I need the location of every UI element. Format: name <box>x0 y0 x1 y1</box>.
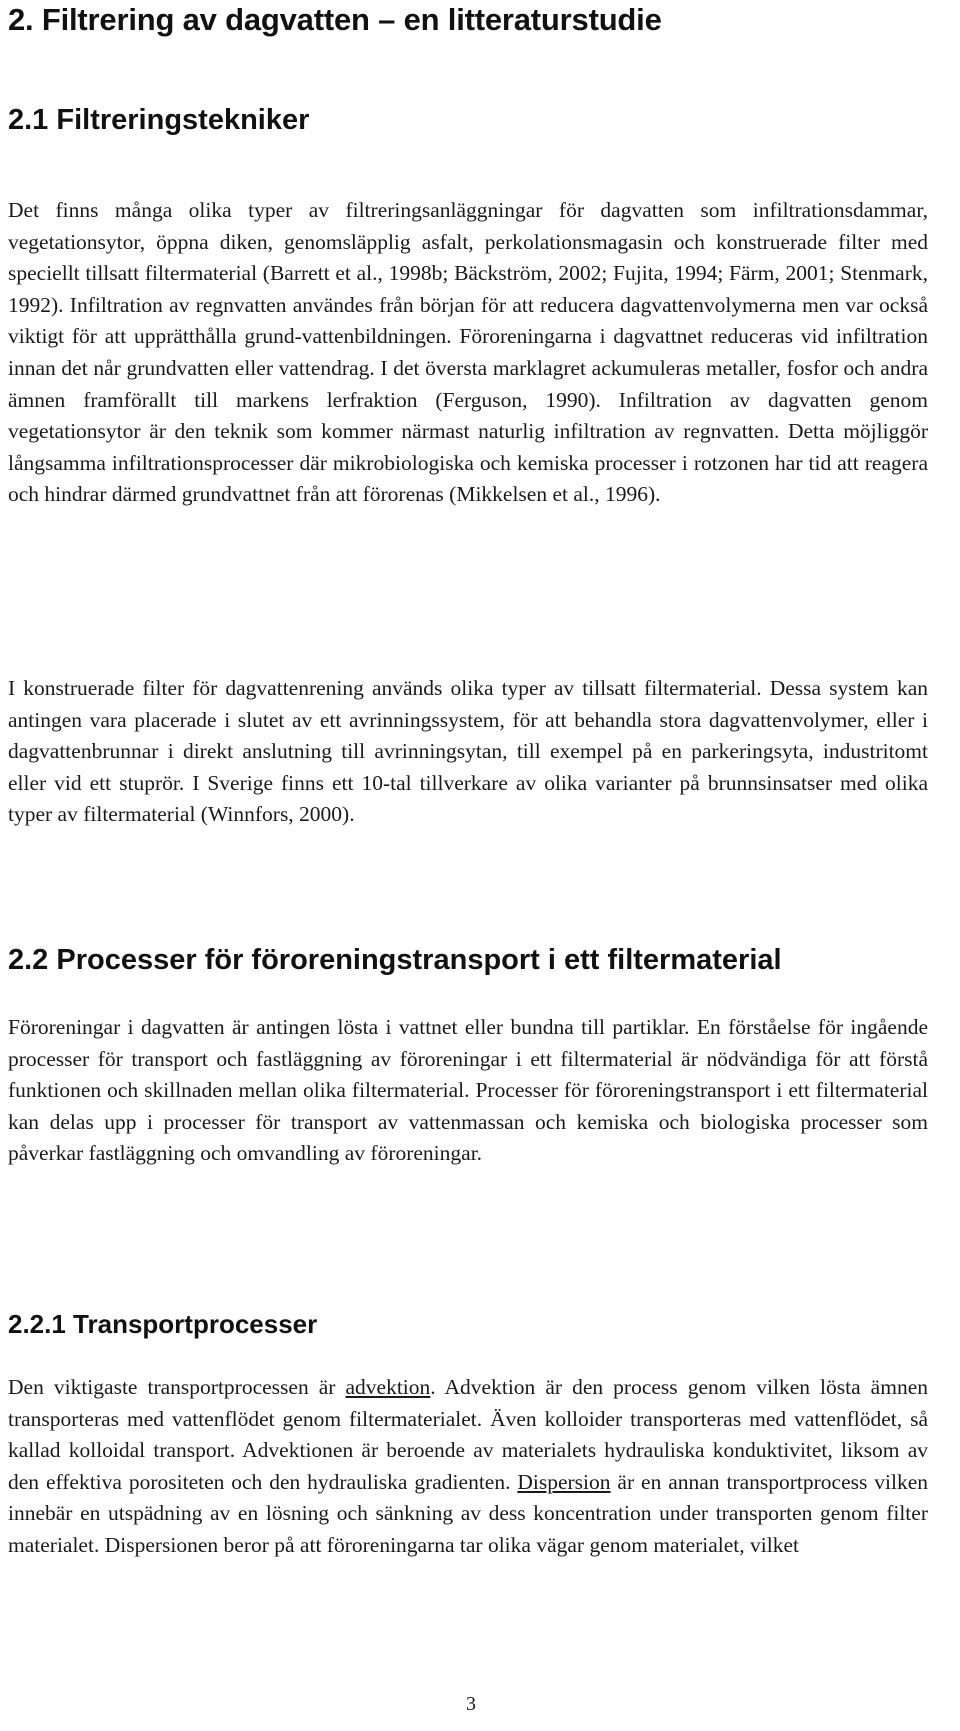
text-segment: Den viktigaste transportprocessen är <box>8 1375 346 1399</box>
paragraph-filtration-techniques: Det finns många olika typer av filtreringsanläggningar för dagvatten som infiltrationsdammar, vegetationsytor, öppna diken, genomsläpplig asfalt, perkolationsmagasin och konstruerade filter med speciellt tillsatt filtermaterial (Barrett et al., 1998b; Bäckström, 2002; Fujita, 1994; Färm, 2001; Stenmark, 1992). Infiltration av regnvatten användes från början för att reducera dagvattenvolymerna men var också viktigt för att upprätthålla grund-vattenbildningen. Föroreningarna i dagvattnet reduceras vid infiltration innan det når grundvatten eller vattendrag. I det översta marklagret ackumuleras metaller, fosfor och andra ämnen framförallt till markens lerfraktion (Ferguson, 1990). Infiltration av dagvatten genom vegetationsytor är den teknik som kommer närmast naturlig infiltration av regnvatten. Detta möjliggör långsamma infiltrationsprocesser där mikrobiologiska och kemiska processer i rotzonen har tid att reagera och hindrar därmed grundvattnet från att förorenas (Mikkelsen et al., 1996). <box>8 198 928 507</box>
text-segment: är en annan transportprocess vilken innebär en utspädning av en lösning och sänkning av dess koncentration under transporten genom filter materialet. Dispersionen beror på att föroreningarna tar olika vägar genom materialet, vilket <box>8 1469 928 1557</box>
section-heading-2-2: 2.2 Processer för föroreningstransport i ett filtermaterial <box>8 944 782 976</box>
term-advektion: advektion <box>345 1375 431 1399</box>
paragraph-pollutant-processes: Föroreningar i dagvatten är antingen lösta i vattnet eller bundna till partiklar. En förståelse för ingående processer för transport och fastläggning av föroreningar i ett filtermaterial är nödvändiga för att förstå funktionen och skillnaden mellan olika filtermaterial. Processer för föroreningstransport i ett filtermaterial kan delas upp i processer för transport av vattenmassan och kemiska och biologiska processer som påverkar fastläggning och omvandling av föroreningar. <box>8 1015 928 1166</box>
paragraph-constructed-filters: I konstruerade filter för dagvattenrening används olika typer av tillsatt filtermaterial. Dessa system kan antingen vara placerade i slutet av ett avrinningssystem, för att behandla stora dagvattenvolymer, eller i dagvattenbrunnar i direkt anslutning till avrinningsytan, till exempel på en parkeringsyta, industritomt eller vid ett stuprör. I Sverige finns ett 10-tal tillverkare av olika varianter på brunnsinsatser med olika typer av filtermaterial (Winnfors, 2000). <box>8 676 928 827</box>
text-segment: . Advektion är den process genom vilken lösta ämnen transporteras med vattenflödet genom filtermaterialet. Även kolloider transporteras med vattenflödet, så kallad kolloidal transport. Advektionen är beroende av materialets hydrauliska konduktivitet, liksom av den effektiva porositeten och den hydrauliska gradienten. <box>8 1375 928 1494</box>
page-number: 3 <box>466 1693 476 1715</box>
paragraph-transport-processes <box>8 1372 928 1562</box>
subsection-heading-2-2-1: 2.2.1 Transportprocesser <box>8 1309 318 1339</box>
term-dispersion: Dispersion <box>517 1469 611 1494</box>
section-heading-2-1: 2.1 Filtreringstekniker <box>8 104 310 136</box>
chapter-heading: 2. Filtrering av dagvatten – en litteraturstudie <box>8 2 662 37</box>
